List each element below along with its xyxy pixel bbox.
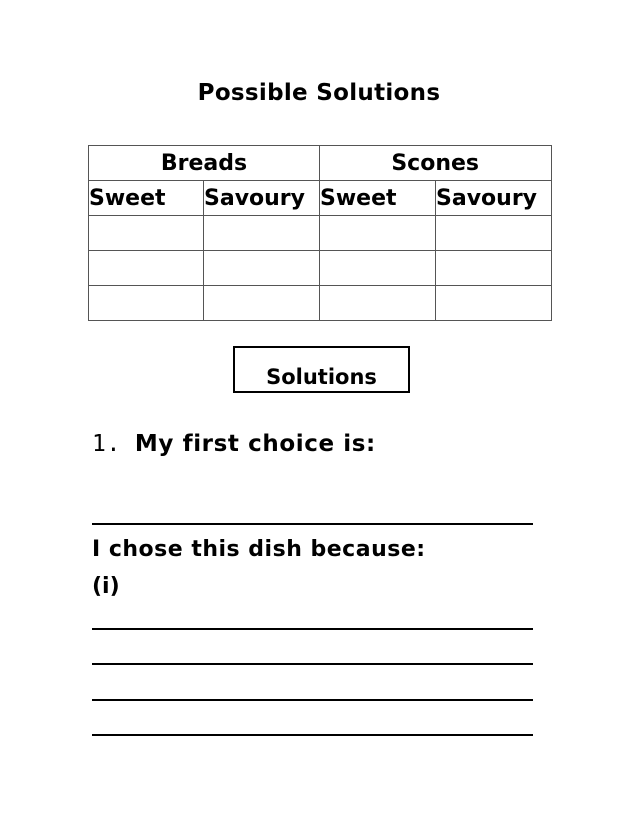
table-cell[interactable] — [89, 216, 204, 251]
answer-line[interactable] — [92, 628, 533, 630]
question-text: My first choice is: — [134, 431, 376, 457]
solutions-table — [88, 145, 552, 321]
subheader-scones-savoury: Savoury — [436, 181, 552, 216]
reason-label: I chose this dish because: — [92, 537, 426, 562]
table-cell[interactable] — [204, 251, 320, 286]
table-cell[interactable] — [204, 286, 320, 321]
solutions-heading-box: Solutions — [233, 346, 410, 393]
table-cell[interactable] — [320, 216, 436, 251]
question-number: 1. — [92, 431, 121, 457]
table-cell[interactable] — [436, 216, 552, 251]
answer-line[interactable] — [92, 734, 533, 736]
table-cell[interactable] — [436, 251, 552, 286]
group-header-scones: Scones — [320, 146, 552, 181]
page-title: Possible Solutions — [197, 80, 441, 106]
subheader-scones-sweet: Sweet — [320, 181, 436, 216]
question-1 — [92, 431, 376, 457]
answer-line[interactable] — [92, 699, 533, 701]
table-row — [89, 251, 552, 286]
table-group-row — [89, 146, 552, 181]
table-row — [89, 216, 552, 251]
table-cell[interactable] — [204, 216, 320, 251]
reason-item-label: (i) — [92, 574, 120, 599]
answer-line[interactable] — [92, 663, 533, 665]
table-subheader-row — [89, 181, 552, 216]
group-header-breads: Breads — [89, 146, 320, 181]
table-row — [89, 286, 552, 321]
subheader-breads-savoury: Savoury — [204, 181, 320, 216]
table-cell[interactable] — [89, 286, 204, 321]
answer-line-first-choice[interactable] — [92, 523, 533, 525]
subheader-breads-sweet: Sweet — [89, 181, 204, 216]
table-cell[interactable] — [320, 286, 436, 321]
table-cell[interactable] — [436, 286, 552, 321]
table-cell[interactable] — [89, 251, 204, 286]
table-cell[interactable] — [320, 251, 436, 286]
